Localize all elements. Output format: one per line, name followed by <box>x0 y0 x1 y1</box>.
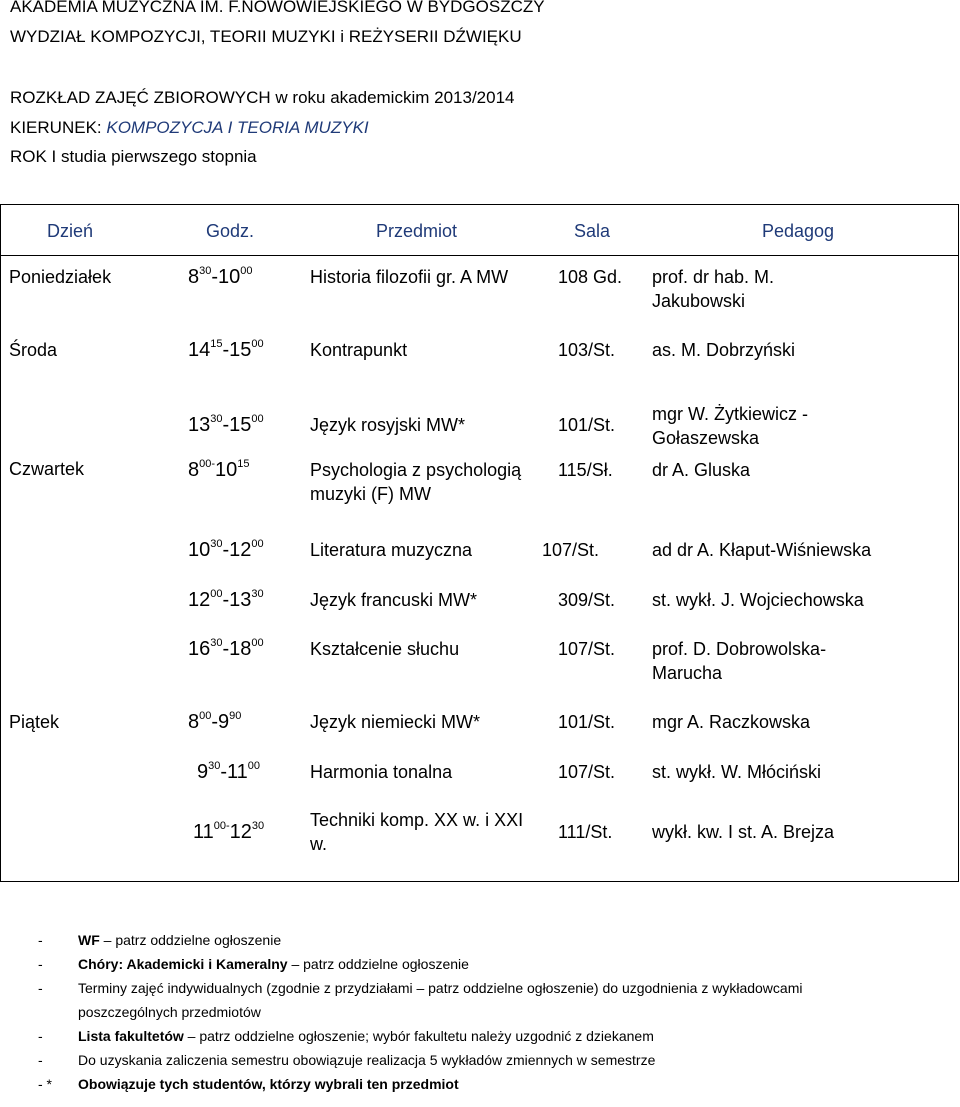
subject-cell: Język francuski MW* <box>310 590 478 610</box>
time-cell: $8^{30}-10^{00}$ <box>188 265 253 288</box>
subject-cell: Język rosyjski MW* <box>310 415 466 435</box>
teacher-cell: ad dr A. Kłaput-Wiśniewska <box>652 540 872 560</box>
time-cell: $14^{15}-15^{00}$ <box>188 338 264 361</box>
day-thursday: Czwartek <box>9 459 85 479</box>
teacher-cell: prof. D. Dobrowolska-Marucha <box>652 639 827 683</box>
note-item: - Do uzyskania zaliczenia semestru obowiązuje realizacja 5 wykładów zmiennych w semestrze <box>38 1052 656 1068</box>
major-line <box>10 118 369 138</box>
subject-cell: Techniki komp. XX w. i XXI w. <box>310 810 524 854</box>
major-label: KIERUNEK: <box>10 118 107 137</box>
teacher-cell: wykł. kw. I st. A. Brejza <box>652 822 835 842</box>
day-monday: Poniedziałek <box>9 267 112 287</box>
teacher-cell: mgr A. Raczkowska <box>652 712 811 732</box>
footnotes <box>38 928 802 1096</box>
day-friday: Piątek <box>9 712 60 732</box>
note-item: - Terminy zajęć indywidualnych (zgodnie z przydziałami – patrz oddzielne ogłoszenie) do uzgodnienia z wykładowcami <box>38 980 803 996</box>
col-day: Dzień <box>47 221 94 241</box>
room-cell: 115/Sł. <box>558 460 613 480</box>
room-cell: 107/St. <box>542 540 600 560</box>
room-cell: 107/St. <box>558 762 616 782</box>
room-cell: 101/St. <box>558 415 616 435</box>
table-header <box>1 205 958 256</box>
note-item: poszczególnych przedmiotów <box>78 1004 261 1020</box>
faculty-name: WYDZIAŁ KOMPOZYCJI, TEORII MUZYKI i REŻYSERII DŹWIĘKU <box>10 27 522 46</box>
time-cell: $13^{30}-15^{00}$ <box>188 413 264 436</box>
subject-cell: Kontrapunkt <box>310 340 408 360</box>
teacher-cell: as. M. Dobrzyński <box>652 340 796 360</box>
institution-name: AKADEMIA MUZYCZNA IM. F.NOWOWIEJSKIEGO W BYDGOSZCZY <box>10 0 545 16</box>
time-cell: $8^{00-}10^{15}$ <box>188 458 250 481</box>
major-value: KOMPOZYCJA I TEORIA MUZYKI <box>106 118 369 137</box>
time-cell: $16^{30}-18^{00}$ <box>188 637 264 660</box>
room-cell: 101/St. <box>558 712 616 732</box>
room-cell: 103/St. <box>558 340 616 360</box>
subject-cell: Literatura muzyczna <box>310 540 473 560</box>
col-subject: Przedmiot <box>376 221 458 241</box>
time-cell: $9^{30}-11^{00}$ <box>197 760 261 783</box>
schedule-table <box>0 204 959 882</box>
room-cell: 107/St. <box>558 639 616 659</box>
day-wednesday: Środa <box>9 340 58 360</box>
subject-cell: Psychologia z psychologią muzyki (F) MW <box>310 460 522 504</box>
teacher-cell: st. wykł. J. Wojciechowska <box>652 590 864 610</box>
time-cell: $8^{00}-9^{90}$ <box>188 710 242 733</box>
note-item: - * Obowiązuje tych studentów, którzy wybrali ten przedmiot <box>38 1076 459 1092</box>
note-item: - Lista fakultetów – patrz oddzielne ogłoszenie; wybór fakultetu należy uzgodnić z dziekanem <box>38 1028 654 1044</box>
subject-cell: Historia filozofii gr. A MW <box>310 267 509 287</box>
note-item: - Chóry: Akademicki i Kameralny – patrz oddzielne ogłoszenie <box>38 956 469 972</box>
note-item: - WF – patrz oddzielne ogłoszenie <box>38 932 282 948</box>
teacher-cell: prof. dr hab. M. Jakubowski <box>652 267 775 311</box>
room-cell: 108 Gd. <box>558 267 623 287</box>
time-cell: $12^{00}-13^{30}$ <box>188 588 264 611</box>
col-room: Sala <box>574 221 611 241</box>
schedule-title: ROZKŁAD ZAJĘĆ ZBIOROWYCH w roku akademickim 2013/2014 <box>10 88 515 107</box>
teacher-cell: st. wykł. W. Młóciński <box>652 762 822 782</box>
col-time: Godz. <box>206 221 255 241</box>
subject-cell: Harmonia tonalna <box>310 762 453 782</box>
subject-cell: Język niemiecki MW* <box>310 712 481 732</box>
room-cell: 111/St. <box>558 822 613 842</box>
time-cell: $11^{00-}12^{30}$ <box>193 820 265 843</box>
subject-cell: Kształcenie słuchu <box>310 639 460 659</box>
teacher-cell: dr A. Gluska <box>652 460 751 480</box>
teacher-cell: mgr W. Żytkiewicz - Gołaszewska <box>652 404 808 448</box>
room-cell: 309/St. <box>558 590 616 610</box>
year-line: ROK I studia pierwszego stopnia <box>10 147 257 166</box>
time-cell: $10^{30}-12^{00}$ <box>188 538 264 561</box>
col-teacher: Pedagog <box>762 221 835 241</box>
